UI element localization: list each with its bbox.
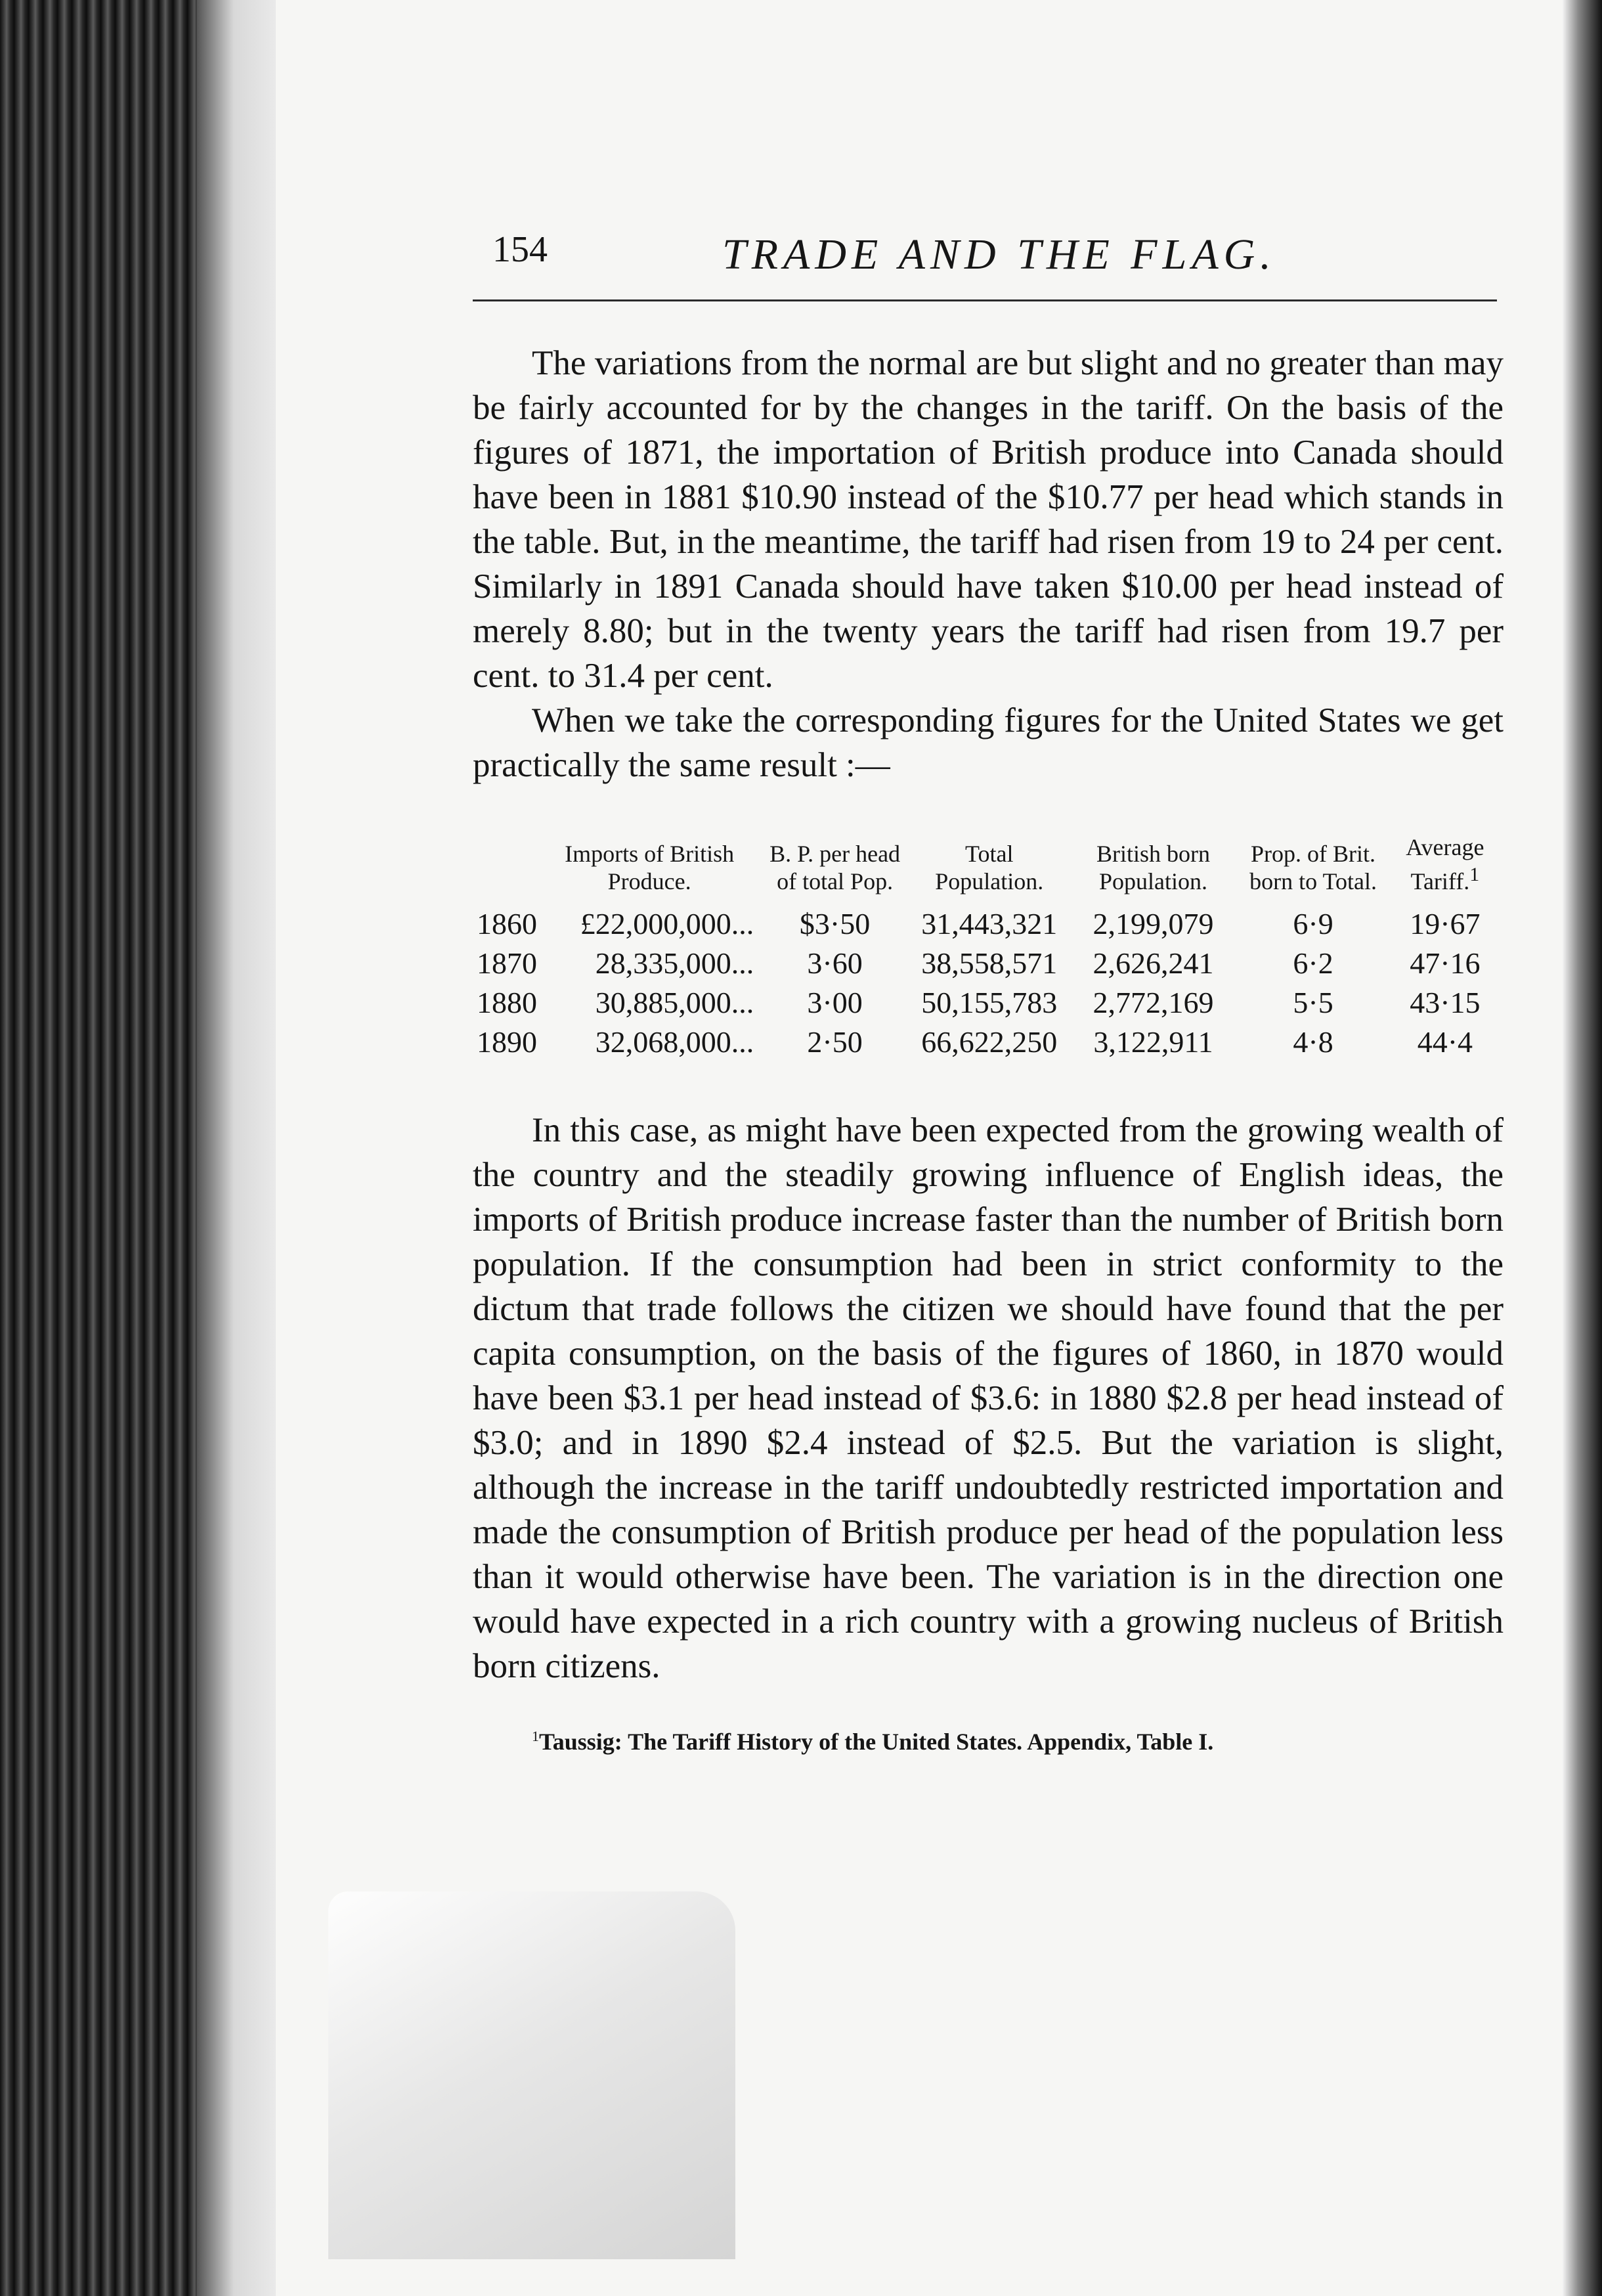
- cell-year: 1860: [477, 907, 537, 940]
- cell-tariff: 47·16: [1410, 946, 1481, 980]
- cell-total-population: 31,443,321: [921, 907, 1058, 940]
- cell-year: 1880: [477, 986, 537, 1019]
- header-rule: [473, 299, 1497, 301]
- header-tariff-footnote-mark: 1: [1469, 864, 1480, 885]
- table-row: [473, 944, 1504, 983]
- cell-year: 1870: [477, 946, 537, 980]
- footnote: [473, 1728, 1523, 1755]
- paragraph-1: The variations from the normal are but slight and no greater than may be fairly accounted for by the changes in the tariff. On the basis of the figures of 1871, the importation of British produce into Canada should have been in 1881 $10.90 instead of the $10.77 per head which stands in the table. But, in the meantime, the tariff had risen from 19 to 24 per cent. Similarly in 1891 Canada should have taken $10.00 per head instead of merely 8.80; but in the twenty years the tariff had risen from 19.7 per cent. to 31.4 per cent.: [473, 344, 1504, 695]
- cell-proportion: 5·5: [1293, 986, 1333, 1019]
- running-head: [473, 217, 1523, 296]
- table-row: [473, 904, 1504, 944]
- cell-per-head: 2·50: [807, 1025, 863, 1059]
- cell-imports: 28,335,000...: [595, 946, 754, 980]
- page-content: [473, 217, 1523, 1779]
- us-statistics-table: [473, 833, 1504, 1062]
- cell-british-born: 2,199,079: [1093, 907, 1214, 940]
- header-total-population: Total Population.: [935, 841, 1044, 894]
- cell-british-born: 2,772,169: [1093, 986, 1214, 1019]
- paragraph-2: When we take the corresponding figures for the United States we get practically the same result :—: [473, 701, 1504, 784]
- footnote-mark: 1: [532, 1728, 539, 1744]
- cell-per-head: 3·00: [807, 986, 863, 1019]
- cell-proportion: 4·8: [1293, 1025, 1333, 1059]
- cell-british-born: 3,122,911: [1093, 1025, 1213, 1059]
- cell-proportion: 6·9: [1293, 907, 1333, 940]
- cell-tariff: 19·67: [1410, 907, 1481, 940]
- cell-year: 1890: [477, 1025, 537, 1059]
- cell-british-born: 2,626,241: [1093, 946, 1214, 980]
- table-row: [473, 983, 1504, 1023]
- header-per-head: B. P. per head of total Pop.: [769, 841, 901, 894]
- header-proportion: Prop. of Brit. born to Total.: [1249, 841, 1377, 894]
- folded-corner: [328, 1891, 735, 2259]
- table-header-row: [473, 833, 1504, 904]
- cell-total-population: 66,622,250: [921, 1025, 1058, 1059]
- cell-per-head: 3·60: [807, 946, 863, 980]
- header-year: [473, 833, 541, 904]
- cell-total-population: 38,558,571: [921, 946, 1058, 980]
- cell-proportion: 6·2: [1293, 946, 1333, 980]
- running-title: TRADE AND THE FLAG.: [722, 231, 1276, 278]
- table-row: [473, 1023, 1504, 1062]
- paragraph-3: In this case, as might have been expected from the growing wealth of the country and the steadily growing influence of English ideas, the imports of British produce increase faster than the number of British born population. If the consumption had been in strict conformity to the dictum that trade follows the citizen we should have found that the per capita consumption, on the basis of the figures of 1860, in 1870 would have been $3.1 per head instead of $3.6: in 1880 $2.8 per head instead of $3.0; and in 1890 $2.4 instead of $2.5. But the variation is slight, although the increase in the tariff undoubtedly restricted importation and made the consumption of British produce per head of the population less than it would otherwise have been. The variation is in the direction one would have expected in a rich country with a growing nucleus of British born citizens.: [473, 1111, 1504, 1685]
- page-edge-right: [1563, 0, 1602, 2296]
- cell-per-head: $3·50: [799, 907, 871, 940]
- cell-total-population: 50,155,783: [921, 986, 1058, 1019]
- page-number: 154: [492, 229, 548, 270]
- cell-imports: 30,885,000...: [595, 986, 754, 1019]
- page-edge-left: [197, 0, 289, 2296]
- header-imports: Imports of British Produce.: [565, 841, 735, 894]
- cell-tariff: 43·15: [1410, 986, 1481, 1019]
- header-tariff: [1387, 833, 1504, 904]
- header-tariff-label: Average Tariff.: [1406, 834, 1484, 894]
- header-british-born: British born Population.: [1096, 841, 1211, 894]
- cell-tariff: 44·4: [1417, 1025, 1473, 1059]
- footnote-text: Taussig: The Tariff History of the United States. Appendix, Table I.: [539, 1729, 1214, 1755]
- cell-imports: £22,000,000...: [580, 907, 754, 940]
- cell-imports: 32,068,000...: [595, 1025, 754, 1059]
